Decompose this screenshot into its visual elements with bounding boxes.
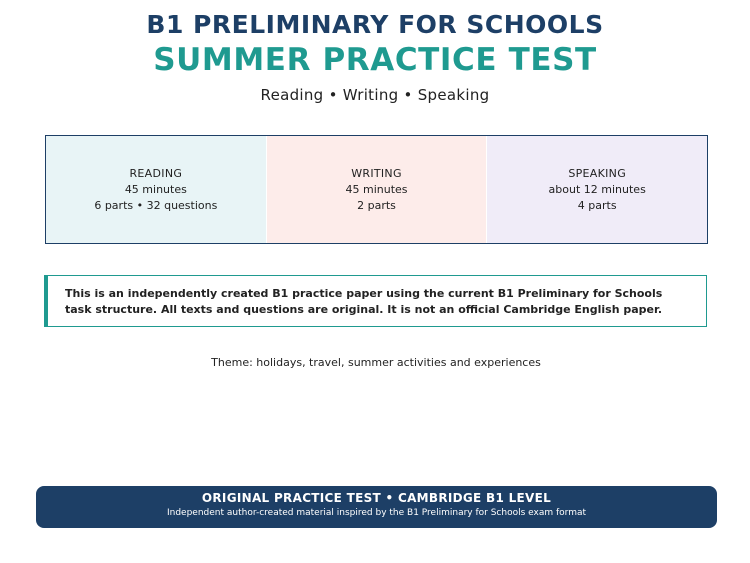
- section-details: 4 parts: [577, 198, 617, 212]
- title-test-name: SUMMER PRACTICE TEST: [153, 42, 597, 78]
- section-duration: 45 minutes: [124, 182, 187, 196]
- section-reading: [46, 136, 266, 243]
- section-speaking: [486, 136, 707, 243]
- section-duration: about 12 minutes: [548, 182, 646, 196]
- section-name: SPEAKING: [568, 166, 627, 180]
- section-duration: 45 minutes: [345, 182, 408, 196]
- sections-table: [45, 135, 708, 244]
- section-name: READING: [129, 166, 183, 180]
- section-details: 2 parts: [357, 198, 396, 212]
- subtitle-skills: Reading • Writing • Speaking: [260, 86, 490, 104]
- footer-title: ORIGINAL PRACTICE TEST • CAMBRIDGE B1 LEVEL: [201, 491, 552, 505]
- page-header: [0, 8, 750, 104]
- section-details: 6 parts • 32 questions: [94, 198, 218, 212]
- section-name: WRITING: [351, 166, 402, 180]
- section-writing: [266, 136, 487, 243]
- footer-subtitle: Independent author-created material inspired by the B1 Preliminary for Schools exam format: [166, 508, 587, 518]
- notice-line: task structure. All texts and questions are original. It is not an official Cambridge English paper.: [65, 303, 663, 316]
- title-exam-name: B1 PRELIMINARY FOR SCHOOLS: [146, 10, 604, 39]
- notice-line: This is an independently created B1 practice paper using the current B1 Preliminary for Schools: [65, 287, 663, 300]
- theme-text: Theme: holidays, travel, summer activities and experiences: [211, 356, 541, 369]
- footer-banner: [36, 486, 717, 528]
- disclaimer-notice: [44, 275, 707, 327]
